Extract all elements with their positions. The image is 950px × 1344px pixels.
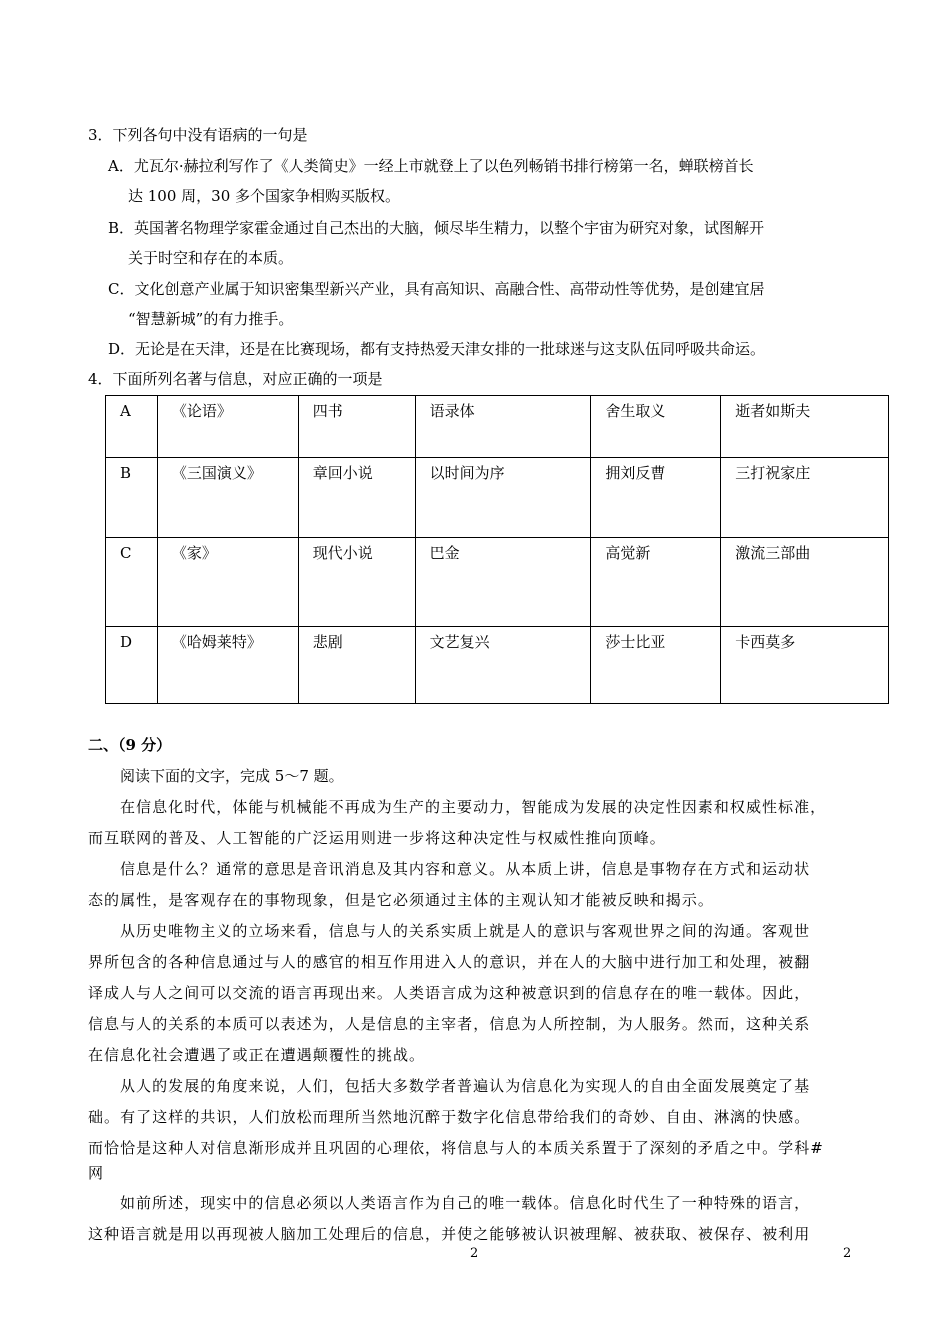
table-cell: A [106,396,158,458]
table-row [106,396,889,458]
passage-line: 从人的发展的角度来说，人们，包括大多数学者普遍认为信息化为实现人的自由全面发展奠定了基 [120,1077,811,1095]
works-table [105,395,889,704]
table-cell: 三打祝家庄 [721,458,889,538]
question-3-stem: 3．下列各句中没有语病的一句是 [88,126,308,144]
passage-line: 界所包含的各种信息通过与人的感官的相互作用进入人的意识，并在人的大脑中进行加工和处理，被翻 [88,953,811,971]
section-heading: 二、（9 分） [88,736,172,754]
table-cell: 逝者如斯夫 [721,396,889,458]
option-d-line1: D．无论是在天津，还是在比赛现场，都有支持热爱天津女排的一批球迷与这支队伍同呼吸共命运。 [108,340,766,358]
table-cell: 拥刘反曹 [591,458,721,538]
option-a-line2: 达 100 周，30 多个国家争相购买版权。 [128,187,401,205]
passage-line: 而互联网的普及、人工智能的广泛运用则进一步将这种决定性与权威性推向顶峰。 [88,829,666,847]
table-row [106,458,889,538]
passage-line: 网 [88,1164,105,1182]
table-cell: 文艺复兴 [415,627,591,704]
table-cell: 章回小说 [298,458,415,538]
table-cell: 以时间为序 [415,458,591,538]
passage-line: 础。有了这样的共识，人们放松而理所当然地沉醉于数字化信息带给我们的奇妙、自由、淋漓的快感。 [88,1108,811,1126]
passage-line: 信息与人的关系的本质可以表述为，人是信息的主宰者，信息为人所控制，为人服务。然而，这种关系 [88,1015,811,1033]
table-cell: 高觉新 [591,538,721,627]
table-cell: 舍生取义 [591,396,721,458]
table-cell: 四书 [298,396,415,458]
table-cell: 莎士比亚 [591,627,721,704]
passage-line: 译成人与人之间可以交流的语言再现出来。人类语言成为这种被意识到的信息存在的唯一载体。因此， [88,984,811,1002]
table-cell: 《三国演义》 [157,458,298,538]
table-cell: 《论语》 [157,396,298,458]
table-cell: 激流三部曲 [721,538,889,627]
option-b-line1: B．英国著名物理学家霍金通过自己杰出的大脑，倾尽毕生精力，以整个宇宙为研究对象，试图解开 [108,219,765,237]
passage-line: 在信息化社会遭遇了或正在遭遇颠覆性的挑战。 [88,1046,426,1064]
passage-line: 而恰恰是这种人对信息渐形成并且巩固的心理依，将信息与人的本质关系置于了深刻的矛盾之中。学科# [88,1139,824,1157]
option-a-line1: A．尤瓦尔·赫拉利写作了《人类简史》一经上市就登上了以色列畅销书排行榜第一名，蝉联榜首长 [108,157,754,175]
passage-line: 如前所述，现实中的信息必须以人类语言作为自己的唯一载体。信息化时代生了一种特殊的语言， [120,1194,811,1212]
table-row [106,627,889,704]
page-number-center: 2 [470,1246,479,1261]
table-cell: 巴金 [415,538,591,627]
passage-line: 信息是什么？通常的意思是音讯消息及其内容和意义。从本质上讲，信息是事物存在方式和运动状 [120,860,811,878]
table-cell: 卡西莫多 [721,627,889,704]
table-cell: 《家》 [157,538,298,627]
question-4-stem: 4．下面所列名著与信息，对应正确的一项是 [88,370,383,388]
table-cell: 悲剧 [298,627,415,704]
passage-line: 态的属性，是客观存在的事物现象，但是它必须通过主体的主观认知才能被反映和揭示。 [88,891,714,909]
passage-line: 在信息化时代，体能与机械能不再成为生产的主要动力，智能成为发展的决定性因素和权威性标准， [120,798,827,816]
table-cell: 《哈姆莱特》 [157,627,298,704]
table-row [106,538,889,627]
table-cell: 语录体 [415,396,591,458]
passage-line: 从历史唯物主义的立场来看，信息与人的关系实质上就是人的意识与客观世界之间的沟通。客观世 [120,922,811,940]
page-number-right: 2 [843,1246,852,1261]
passage-line: 这种语言就是用以再现被人脑加工处理后的信息，并使之能够被认识被理解、被获取、被保存、被利用 [88,1225,811,1243]
table-cell: C [106,538,158,627]
reading-instruction: 阅读下面的文字，完成 5～7 题。 [120,767,344,785]
option-c-line2: “智慧新城”的有力推手。 [128,310,294,328]
option-b-line2: 关于时空和存在的本质。 [128,249,294,267]
table-cell: D [106,627,158,704]
option-c-line1: C．文化创意产业属于知识密集型新兴产业，具有高知识、高融合性、高带动性等优势，是创建宜居 [108,280,765,298]
table-cell: 现代小说 [298,538,415,627]
table-cell: B [106,458,158,538]
